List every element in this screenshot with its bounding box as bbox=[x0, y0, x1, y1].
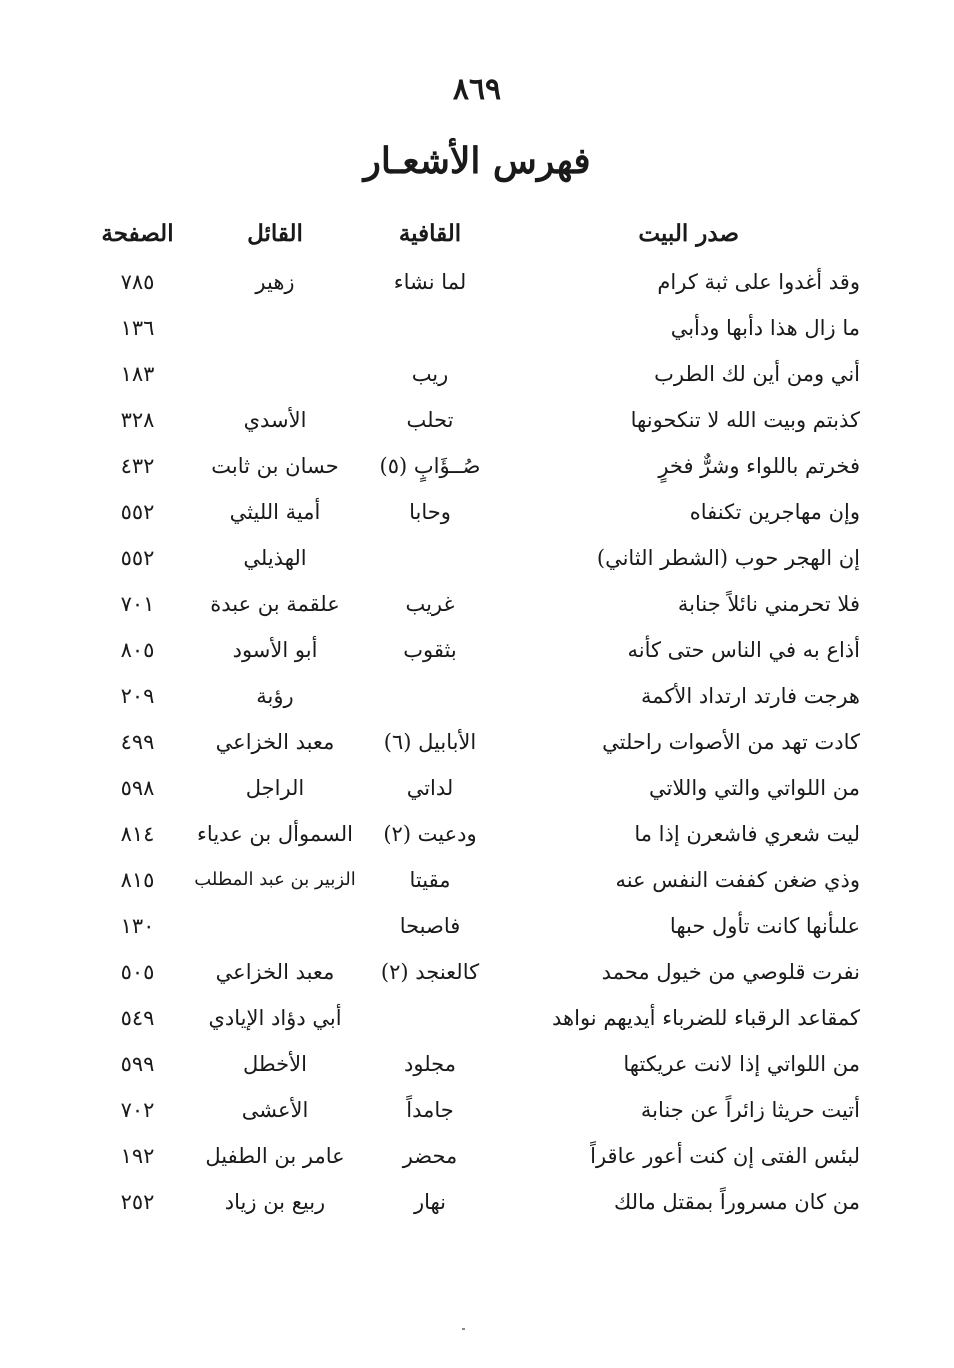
page-cell: ٧٠١ bbox=[120, 592, 155, 616]
table-row bbox=[0, 768, 954, 808]
table-row bbox=[0, 1136, 954, 1176]
poet-cell: أبي دؤاد الإيادي bbox=[208, 1006, 342, 1030]
poet-cell: الأعشى bbox=[241, 1098, 309, 1122]
page-cell: ٤٩٩ bbox=[120, 730, 155, 754]
page-cell: ٢٠٩ bbox=[120, 684, 155, 708]
table-row bbox=[0, 1182, 954, 1222]
rhyme-cell: صُــؤَابٍ (٥) bbox=[379, 454, 481, 478]
verse-cell: ليت شعري فاشعرن إذا ما bbox=[634, 822, 860, 846]
verse-cell: فلا تحرمني نائلاً جنابة bbox=[677, 592, 860, 616]
poet-cell bbox=[170, 906, 380, 946]
rhyme-cell: الأبابيل (٦) bbox=[383, 730, 477, 754]
page-cell: ١٣٠ bbox=[120, 914, 155, 938]
table-row bbox=[0, 1090, 954, 1130]
page-title: فهرس الأشعـار bbox=[363, 140, 591, 182]
page-cell: ١٨٣ bbox=[120, 362, 155, 386]
table-row bbox=[0, 584, 954, 624]
table-row bbox=[0, 814, 954, 854]
header-verse: صدر البيت bbox=[638, 220, 739, 247]
verse-cell: أذاع به في الناس حتى كأنه bbox=[627, 638, 860, 662]
table-row bbox=[0, 906, 954, 946]
verse-cell: أني ومن أين لك الطرب bbox=[654, 362, 860, 386]
rhyme-cell: نهار bbox=[413, 1190, 447, 1214]
table-row bbox=[0, 354, 954, 394]
verse-cell: وقد أغدوا على ثبة كرام bbox=[657, 270, 860, 294]
rhyme-cell: بثقوب bbox=[403, 638, 457, 662]
verse-cell: وإن مهاجرين تكنفاه bbox=[689, 500, 860, 524]
table-row bbox=[0, 860, 954, 900]
rhyme-cell: لداتي bbox=[406, 776, 454, 800]
page-cell: ٣٢٨ bbox=[120, 408, 155, 432]
header-rhyme: القافية bbox=[398, 220, 462, 247]
verse-cell: هرجت فارتد ارتداد الأكمة bbox=[641, 684, 860, 708]
rhyme-cell: فاصبحا bbox=[399, 914, 461, 938]
rhyme-cell: لما نشاء bbox=[393, 270, 467, 294]
verse-cell: كذبتم وبيت الله لا تنكحونها bbox=[630, 408, 860, 432]
table-row bbox=[0, 722, 954, 762]
table-row bbox=[0, 492, 954, 532]
poet-cell: رؤبة bbox=[256, 684, 294, 708]
rhyme-cell: ريب bbox=[411, 362, 449, 386]
table-row bbox=[0, 952, 954, 992]
table-row bbox=[0, 262, 954, 302]
verse-cell: من كان مسروراً بمقتل مالك bbox=[613, 1190, 860, 1214]
header-poet: القائل bbox=[247, 220, 303, 247]
verse-cell: أتيت حريثا زائراً عن جنابة bbox=[640, 1098, 860, 1122]
table-row bbox=[0, 1044, 954, 1084]
verse-cell: كمقاعد الرقباء للضرباء أيديهم نواهد bbox=[552, 1006, 860, 1030]
poet-cell: الأخطل bbox=[243, 1052, 307, 1076]
page-cell: ٨٠٥ bbox=[120, 638, 155, 662]
verse-cell: وذي ضغن كففت النفس عنه bbox=[615, 868, 860, 892]
poet-cell bbox=[170, 308, 380, 348]
page-cell: ١٣٦ bbox=[120, 316, 155, 340]
rhyme-cell: وحابا bbox=[409, 500, 451, 524]
poet-cell bbox=[170, 354, 380, 394]
table-row bbox=[0, 676, 954, 716]
page-cell: ٥٤٩ bbox=[120, 1006, 155, 1030]
page-cell: ٥٩٩ bbox=[120, 1052, 155, 1076]
rhyme-cell: مقيتا bbox=[409, 868, 451, 892]
page-cell: ٨١٤ bbox=[120, 822, 155, 846]
verse-cell: لبئس الفتى إن كنت أعور عاقراً bbox=[590, 1144, 860, 1168]
table-row bbox=[0, 630, 954, 670]
page-cell: ٤٣٢ bbox=[120, 454, 155, 478]
footer-mark bbox=[462, 1328, 465, 1330]
poet-cell: ربيع بن زياد bbox=[224, 1190, 326, 1214]
rhyme-cell: ودعيت (٢) bbox=[383, 822, 477, 846]
rhyme-cell: غريب bbox=[405, 592, 455, 616]
table-row bbox=[0, 446, 954, 486]
rhyme-cell: جامداً bbox=[406, 1098, 454, 1122]
poet-cell: حسان بن ثابت bbox=[211, 454, 339, 478]
table-row bbox=[0, 538, 954, 578]
table-row bbox=[0, 400, 954, 440]
poet-cell: أمية الليثي bbox=[229, 500, 321, 524]
table-row bbox=[0, 998, 954, 1038]
page-cell: ١٩٢ bbox=[120, 1144, 155, 1168]
table-header-row bbox=[0, 214, 954, 254]
page-cell: ٨١٥ bbox=[120, 868, 155, 892]
verse-cell: علىأنها كانت تأول حبها bbox=[669, 914, 860, 938]
poet-cell: زهير bbox=[255, 270, 295, 294]
poet-cell: الهذيلي bbox=[243, 546, 307, 570]
rhyme-cell: تحلب bbox=[406, 408, 454, 432]
verse-cell: إن الهجر حوب (الشطر الثاني) bbox=[596, 546, 860, 570]
verse-cell: من اللواتي والتي واللاتي bbox=[649, 776, 860, 800]
page-cell: ٥٥٢ bbox=[120, 500, 155, 524]
verse-cell: ما زال هذا دأبها ودأبي bbox=[670, 316, 860, 340]
page-cell: ٥٠٥ bbox=[120, 960, 155, 984]
poet-cell: معبد الخزاعي bbox=[215, 960, 335, 984]
page-cell: ٧٠٢ bbox=[120, 1098, 155, 1122]
poet-cell: الراجل bbox=[245, 776, 305, 800]
verse-cell: فخرتم باللواء وشرٌّ فخرٍ bbox=[658, 454, 860, 478]
poet-cell: معبد الخزاعي bbox=[215, 730, 335, 754]
page-cell: ٥٥٢ bbox=[120, 546, 155, 570]
rhyme-cell: كالعنجد (٢) bbox=[380, 960, 480, 984]
poet-cell: علقمة بن عبدة bbox=[210, 592, 340, 616]
verse-cell: من اللواتي إذا لانت عريكتها bbox=[623, 1052, 860, 1076]
poet-cell: أبو الأسود bbox=[232, 638, 318, 662]
poet-cell: الزبير بن عبد المطلب bbox=[194, 869, 356, 890]
verse-cell: نفرت قلوصي من خيول محمد bbox=[601, 960, 860, 984]
rhyme-cell: محضر bbox=[402, 1144, 458, 1168]
header-page: الصفحة bbox=[101, 220, 174, 247]
page-cell: ٧٨٥ bbox=[120, 270, 155, 294]
poet-cell: عامر بن الطفيل bbox=[205, 1144, 345, 1168]
poet-cell: السموأل بن عدياء bbox=[197, 822, 353, 846]
table-row bbox=[0, 308, 954, 348]
rhyme-cell: مجلود bbox=[404, 1052, 456, 1076]
page-cell: ٥٩٨ bbox=[120, 776, 155, 800]
page-cell: ٢٥٢ bbox=[120, 1190, 155, 1214]
page-number: ٨٦٩ bbox=[452, 72, 502, 107]
poet-cell: الأسدي bbox=[243, 408, 307, 432]
verse-cell: كادت تهد من الأصوات راحلتي bbox=[602, 730, 860, 754]
